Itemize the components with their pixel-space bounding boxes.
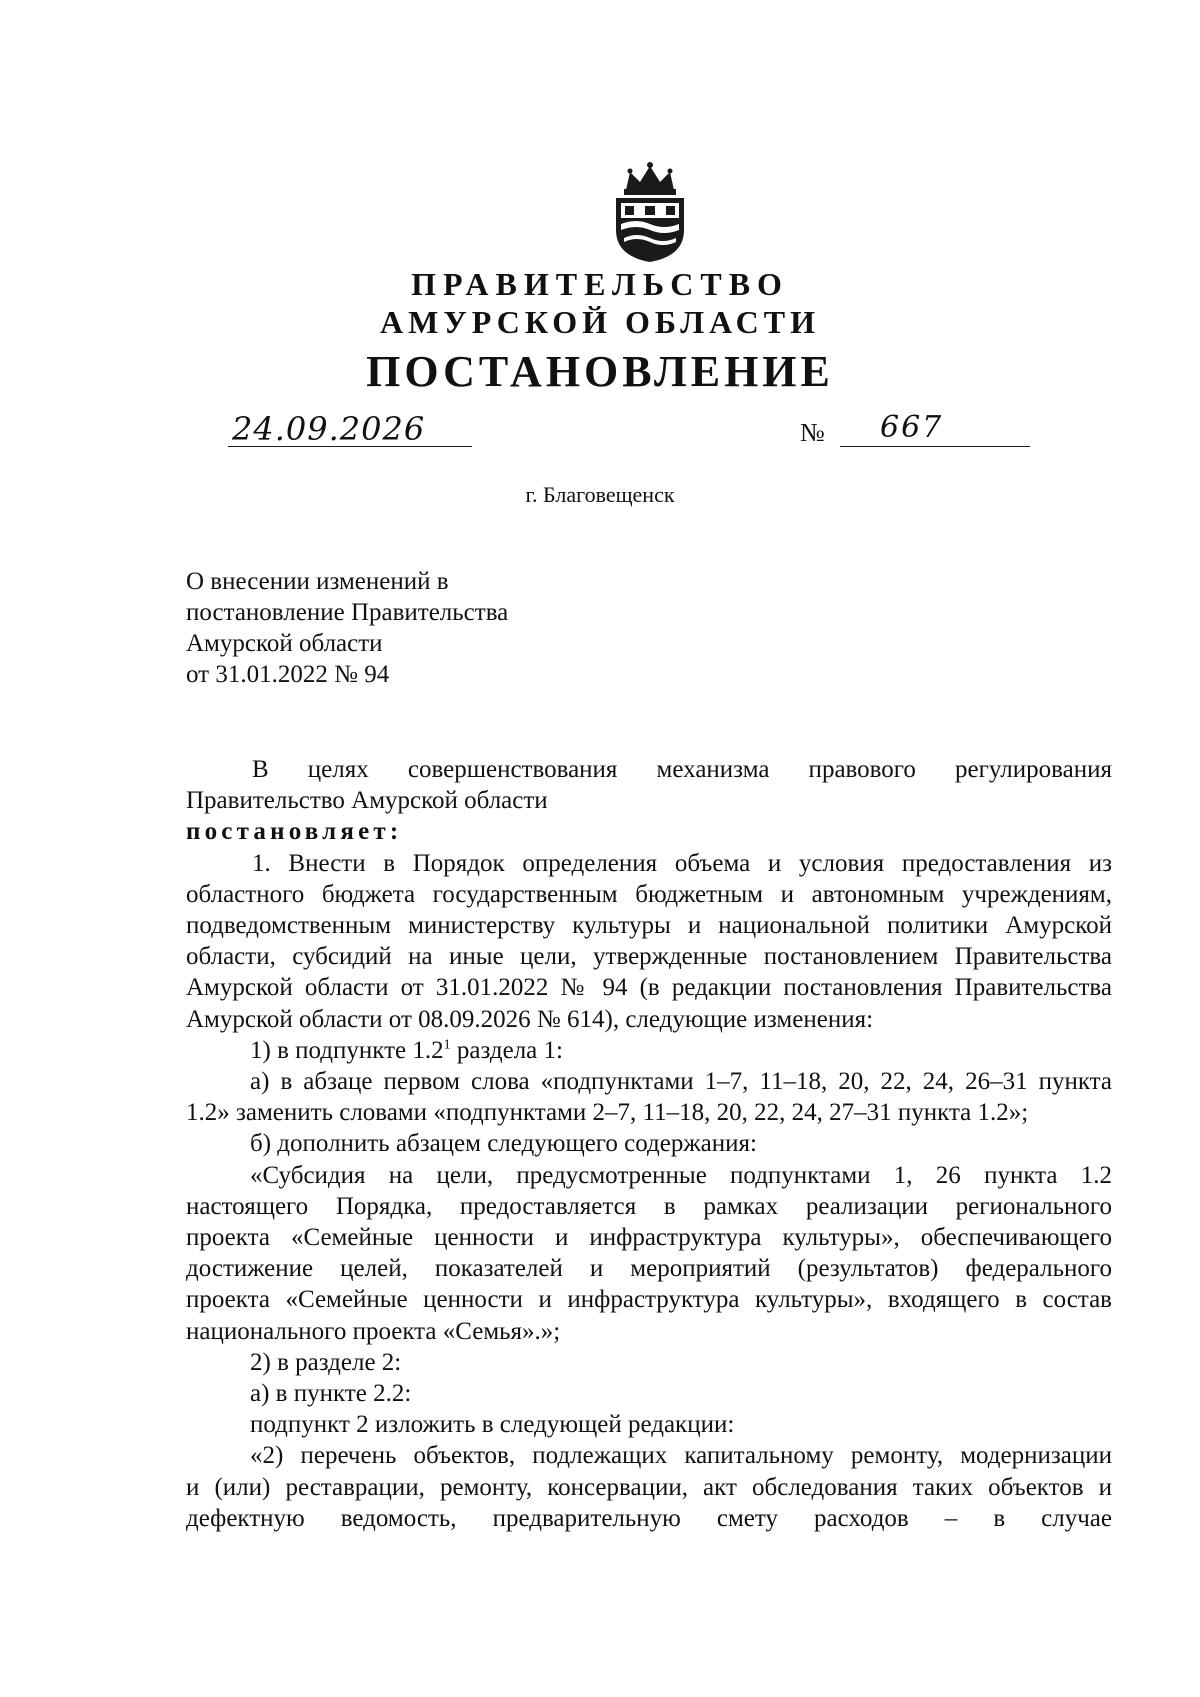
number-sign: № xyxy=(800,418,825,447)
paragraph-line: 1.2» заменить словами «подпунктами 2–7, 11–18, 20, 22, 24, 27–31 пункта 1.2»; xyxy=(186,1099,1029,1127)
paragraph-line: а) в абзаце первом слова «подпунктами 1–7, 11–18, 20, 22, 24, 26–31 пункта xyxy=(250,1068,1112,1096)
number-underline xyxy=(840,446,1030,447)
paragraph-line: областного бюджета государственным бюджетным и автономным учреждениям, xyxy=(186,880,1112,908)
document-date: 24.09.2026 xyxy=(232,410,426,448)
quote-line: «2) перечень объектов, подлежащих капитальному ремонту, модернизации xyxy=(250,1442,1112,1470)
quote-line: и (или) реставрации, ремонту, консервации, акт обследования таких объектов и xyxy=(186,1473,1112,1501)
subject-line: Амурской области xyxy=(186,630,383,657)
quote-line: достижение целей, показателей и мероприятий (результатов) федерального xyxy=(186,1255,1112,1283)
quote-line: проекта «Семейные ценности и инфраструктура культуры», входящего в состав xyxy=(186,1286,1112,1314)
paragraph-line: Амурской области от 31.01.2022 № 94 (в редакции постановления Правительства xyxy=(186,974,1112,1002)
preamble-line: В целях совершенствования механизма правового регулирования xyxy=(252,756,1112,783)
quote-line: проекта «Семейные ценности и инфраструктура культуры», обеспечивающего xyxy=(186,1224,1112,1252)
preamble-line: Правительство Амурской области xyxy=(186,787,548,815)
organization-name-line2: АМУРСКОЙ ОБЛАСТИ xyxy=(380,304,820,340)
organization-name-line1: ПРАВИТЕЛЬСТВО xyxy=(411,266,789,302)
paragraph-line: подведомственным министерству культуры и национальной политики Амурской xyxy=(186,912,1112,940)
document-number: 667 xyxy=(880,410,944,445)
list-item-text: 1) в подпункте 1.2 xyxy=(250,1036,444,1064)
list-item: б) дополнить абзацем следующего содержания: xyxy=(250,1130,757,1158)
document-subject xyxy=(186,566,508,690)
document-type-title: ПОСТАНОВЛЕНИЕ xyxy=(366,347,834,396)
coat-of-arms-emblem xyxy=(608,160,692,264)
document-body xyxy=(186,754,1112,1534)
subject-line: О внесении изменений в xyxy=(186,568,449,595)
paragraph-line: области, субсидий на иные цели, утвержденные постановлением Правительства xyxy=(186,943,1112,971)
superscript-index: 1 xyxy=(443,1037,451,1053)
subject-line: от 31.01.2022 № 94 xyxy=(186,661,390,688)
list-item: подпункт 2 изложить в следующей редакции: xyxy=(250,1411,735,1439)
quote-line: «Субсидия на цели, предусмотренные подпунктами 1, 26 пункта 1.2 xyxy=(250,1161,1112,1189)
quote-line: настоящего Порядка, предоставляется в рамках реализации регионального xyxy=(186,1192,1112,1220)
list-item-text: раздела 1: xyxy=(450,1036,563,1064)
subject-line: постановление Правительства xyxy=(186,599,509,626)
quote-line: дефектную ведомость, предварительную смету расходов – в случае xyxy=(186,1504,1112,1532)
city-name: г. Благовещенск xyxy=(525,482,675,507)
list-item xyxy=(186,1035,1112,1066)
list-item: а) в пункте 2.2: xyxy=(250,1380,412,1408)
decree-word: постановляет: xyxy=(186,818,403,846)
quote-line: национального проекта «Семья».»; xyxy=(186,1317,561,1345)
list-item: 2) в разделе 2: xyxy=(250,1348,402,1376)
paragraph-line: Амурской области от 08.09.2026 № 614), следующие изменения: xyxy=(186,1005,874,1033)
date-underline xyxy=(228,446,472,447)
paragraph-line: 1. Внести в Порядок определения объема и условия предоставления из xyxy=(252,849,1112,877)
